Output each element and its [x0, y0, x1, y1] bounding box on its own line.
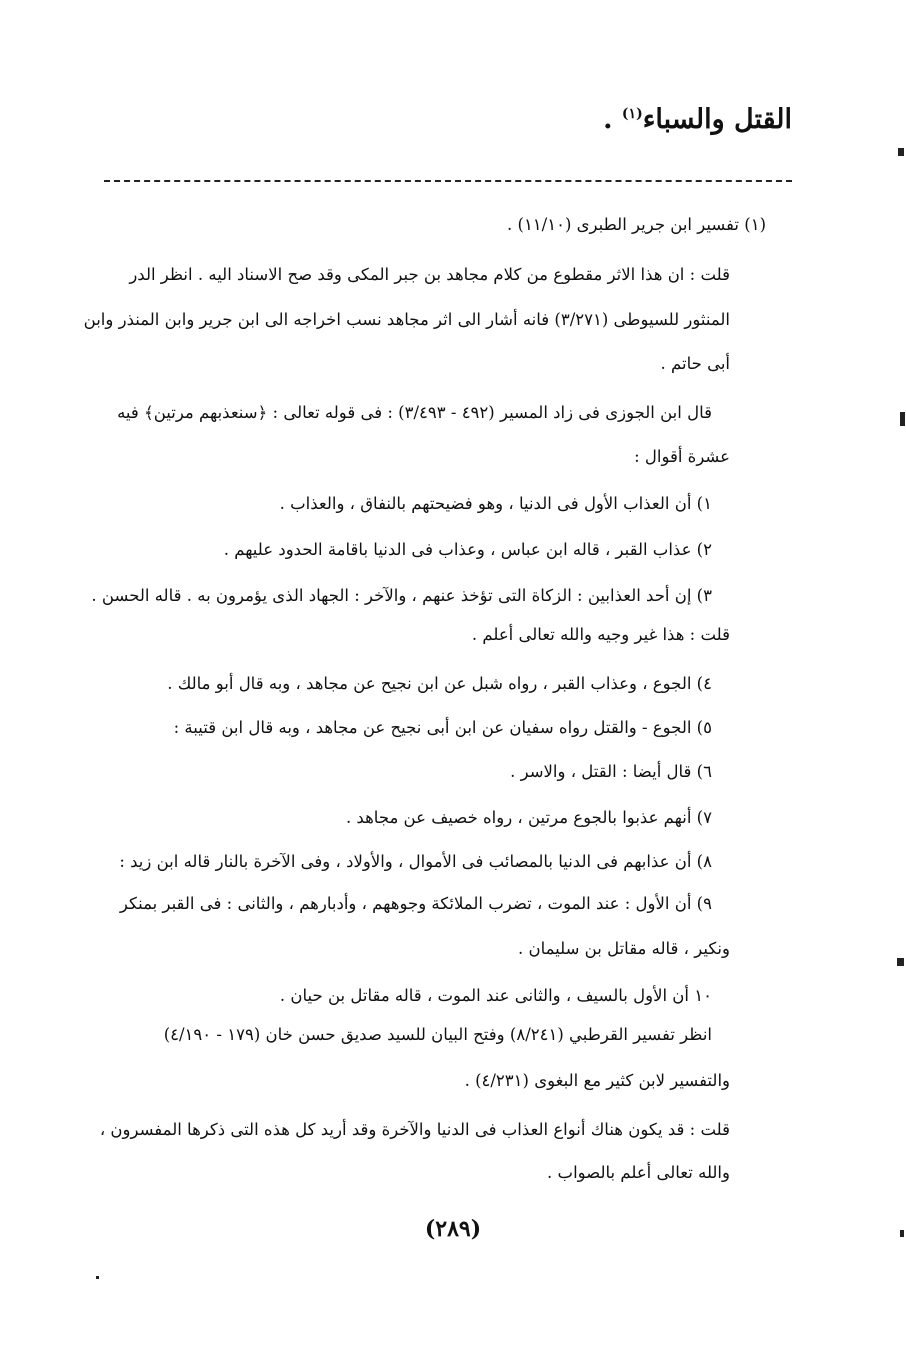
list-item: ٩) أن الأول : عند الموت ، تضرب الملائكة وجوههم ، وأدبارهم ، والثانى : فى القبر بمنكر: [119, 894, 712, 913]
text-line: انظر تفسير القرطبي (٨/٢٤١) وفتح البيان للسيد صديق حسن خان (١٧٩ - ٤/١٩٠): [163, 1025, 712, 1044]
text-line: والله تعالى أعلم بالصواب .: [547, 1163, 730, 1182]
section-title: [603, 104, 792, 135]
list-item: ٧) أنهم عذبوا بالجوع مرتين ، رواه خصيف عن مجاهد .: [345, 808, 712, 827]
text-line: قال ابن الجوزى فى زاد المسير (٤٩٢ - ٣/٤٩٣) : فى قوله تعالى : ﴿سنعذبهم مرتين﴾ فيه: [117, 403, 712, 422]
text-line: والتفسير لابن كثير مع البغوى (٤/٢٣١) .: [464, 1071, 730, 1090]
text-line: ونكير ، قاله مقاتل بن سليمان .: [518, 939, 730, 958]
list-item: ١٠ أن الأول بالسيف ، والثانى عند الموت ، قاله مقاتل بن حيان .: [279, 986, 712, 1005]
scan-mark: [900, 1230, 904, 1237]
scan-mark: [96, 1276, 99, 1279]
list-item: ٦) قال أيضا : القتل ، والاسر .: [510, 762, 712, 781]
footnote-separator: [104, 180, 792, 182]
scan-mark: [898, 148, 904, 156]
footnote-line: (١) تفسير ابن جرير الطبرى (١١/١٠) .: [507, 215, 766, 234]
page-number: (٢٨٩): [424, 1216, 482, 1242]
text-line: قلت : هذا غير وجيه والله تعالى أعلم .: [471, 625, 730, 644]
scan-mark: [900, 412, 905, 426]
list-item: ٤) الجوع ، وعذاب القبر ، رواه شبل عن ابن نجيح عن مجاهد ، وبه قال أبو مالك .: [167, 674, 712, 693]
list-item: ٨) أن عذابهم فى الدنيا بالمصائب فى الأموال ، والأولاد ، وفى الآخرة بالنار قاله ابن زيد :: [119, 852, 712, 871]
scan-mark: [897, 958, 904, 966]
list-item: ٣) إن أحد العذابين : الزكاة التى تؤخذ عنهم ، والآخر : الجهاد الذى يؤمرون به . قاله الحسن .: [91, 586, 712, 605]
title-text: القتل والسباء: [642, 104, 792, 135]
list-item: ٢) عذاب القبر ، قاله ابن عباس ، وعذاب فى الدنيا باقامة الحدود عليهم .: [223, 540, 712, 559]
text-line: عشرة أقوال :: [634, 447, 730, 466]
text-line: قلت : قد يكون هناك أنواع العذاب فى الدنيا والآخرة وقد أريد كل هذه التى ذكرها المفسرون ،: [99, 1120, 730, 1139]
text-line: أبى حاتم .: [660, 354, 730, 373]
text-line: قلت : ان هذا الاثر مقطوع من كلام مجاهد بن جبر المكى وقد صح الاسناد اليه . انظر الدر: [129, 265, 730, 284]
footnote-reference: (١): [621, 106, 643, 122]
text-line: المنثور للسيوطى (٣/٢٧١) فانه أشار الى اثر مجاهد نسب اخراجه الى ابن جرير وابن المنذر وابن: [83, 310, 730, 329]
title-trail: .: [603, 104, 622, 135]
list-item: ١) أن العذاب الأول فى الدنيا ، وهو فضيحتهم بالنفاق ، والعذاب .: [279, 494, 712, 513]
list-item: ٥) الجوع - والقتل رواه سفيان عن ابن أبى نجيح عن مجاهد ، وبه قال ابن قتيبة :: [173, 718, 712, 737]
